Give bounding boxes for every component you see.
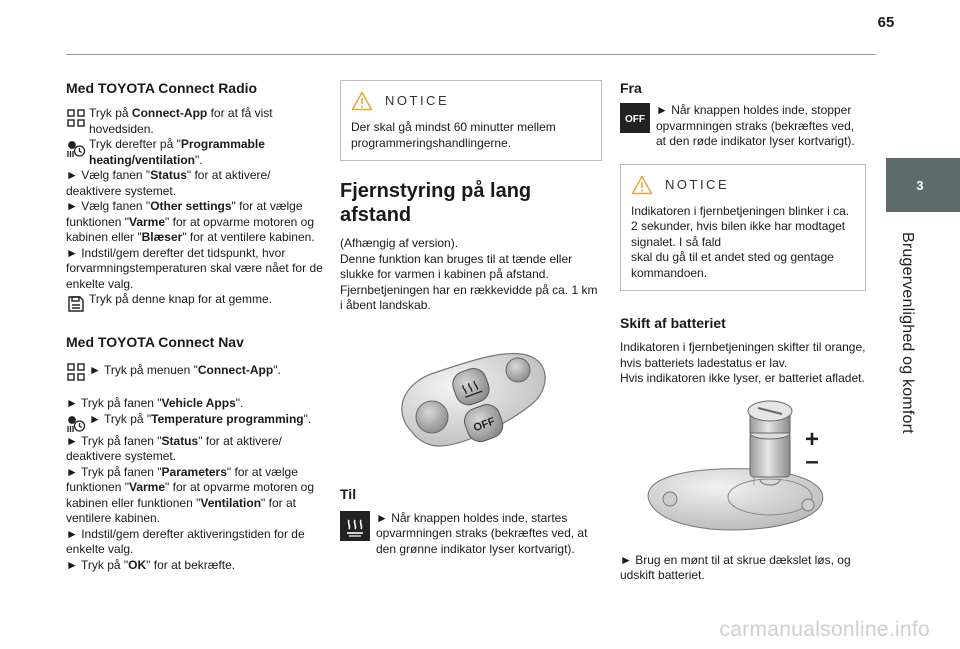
chapter-number: 3 — [916, 177, 924, 193]
notice-label: NOTICE — [665, 176, 730, 192]
battery-text-2: Hvis indikatoren ikke lyser, er batteriet afladet. — [620, 371, 865, 385]
watermark: carmanualsonline.info — [719, 618, 930, 641]
til-heading: Til — [340, 485, 357, 502]
svg-text:OFF: OFF — [625, 114, 645, 125]
nav-step-5: ► Tryk på fanen "Parameters" for at vælge funktionen "Varme" for at opvarme motoren og kabinen eller funktionen "Ventilation" for at ventilere kabinen. — [66, 464, 315, 525]
radio-step-1: Tryk på Connect-App for at få vist hovedsiden. — [66, 106, 324, 137]
radio-step-2: Tryk derefter på "Programmable heating/ventilation". — [66, 137, 324, 168]
version-note: (Afhængig af version). — [340, 236, 459, 250]
radio-heading: Med TOYOTA Connect Radio — [66, 80, 258, 96]
warning-icon — [351, 91, 373, 111]
header-rule — [66, 54, 876, 55]
fra-heading: Fra — [620, 80, 642, 96]
notice-box-2 — [620, 164, 866, 292]
app-grid-icon — [66, 108, 86, 128]
notice-text-1: Indikatoren i fjernbetjeningen blinker i ca. 2 sekunder, hvis bilen ikke har modtaget signalet. I så fald — [631, 203, 850, 249]
remote-off-label: OFF — [471, 415, 497, 434]
programmable-heating-icon — [66, 139, 86, 159]
nav-step-4: ► Tryk på fanen "Status" for at aktivere/ deaktivere systemet. — [66, 433, 282, 463]
column-right — [620, 80, 866, 584]
notice-text: Der skal gå mindst 60 minutter mellem programmeringshandlingerne. — [351, 120, 556, 150]
chapter-tab[interactable] — [886, 158, 960, 212]
battery-text-1: Indikatoren i fjernbetjeningen skifter til orange, hvis batteriets ladestatus er lav. — [620, 340, 866, 370]
app-grid-icon — [66, 362, 86, 382]
til-step: ► Når knappen holdes inde, startes opvarmningen straks (bekræftes ved, at den grønne indikator lyser kortvarigt). — [340, 511, 602, 558]
nav-heading: Med TOYOTA Connect Nav — [66, 334, 244, 350]
nav-step-7: ► Tryk på "OK" for at bekræfte. — [66, 557, 236, 572]
battery-plus-label: + — [804, 425, 820, 453]
notice-text-2: skal du gå til et andet sted og gentage kommandoen. — [631, 250, 834, 280]
radio-step-4: ► Vælg fanen "Other settings" for at vælge funktionen "Varme" for at opvarme motoren og kabinen eller "Blæser" for at ventilere kabinen. — [66, 199, 315, 244]
warning-icon — [631, 175, 653, 195]
fra-step: OFF ► Når knappen holdes inde, stopper opvarmningen straks (bekræftes ved, at den røde indikator lyser kortvarigt). — [620, 103, 866, 150]
off-button-icon — [620, 103, 650, 133]
section-heading: Fjernstyring på lang afstand — [340, 180, 532, 226]
battery-replacement-illustration — [640, 393, 830, 543]
remote-control-illustration — [392, 342, 552, 452]
notice-box — [340, 80, 602, 161]
nav-step-6: ► Indstil/gem derefter aktiveringstiden for de enkelte valg. — [66, 526, 305, 556]
chapter-title: Brugervenlighed og komfort — [899, 232, 916, 434]
column-middle — [340, 80, 602, 557]
save-icon — [66, 294, 86, 314]
column-left — [66, 80, 324, 573]
notice-label: NOTICE — [385, 93, 450, 109]
function-text: Denne funktion kan bruges til at tænde eller slukke for varmen i kabinen på afstand. — [340, 251, 573, 281]
nav-step-2: ► Tryk på fanen "Vehicle Apps". — [66, 396, 244, 410]
battery-minus-label: – — [805, 447, 819, 475]
heating-on-icon — [340, 511, 370, 541]
radio-step-5: ► Indstil/gem derefter det tidspunkt, hvor forvarmningstemperaturen skal være nået for de enkelte valg. — [66, 245, 323, 291]
radio-step-6: Tryk på denne knap for at gemme. — [66, 292, 324, 314]
range-text: Fjernbetjeningen har en rækkevidde på ca. 1 km i åbent landskab. — [340, 282, 598, 312]
battery-heading: Skift af batteriet — [620, 315, 726, 331]
page-number: 65 — [877, 14, 895, 31]
programmable-heating-icon — [66, 414, 86, 434]
nav-step-1: ► Tryk på menuen "Connect-App". — [66, 360, 324, 382]
battery-step: ► Brug en mønt til at skrue dækslet løs, og udskift batteriet. — [620, 552, 851, 582]
radio-step-3: ► Vælg fanen "Status" for at aktivere/ deaktivere systemet. — [66, 168, 271, 198]
nav-step-3: ► Tryk på "Temperature programming". — [66, 412, 324, 434]
